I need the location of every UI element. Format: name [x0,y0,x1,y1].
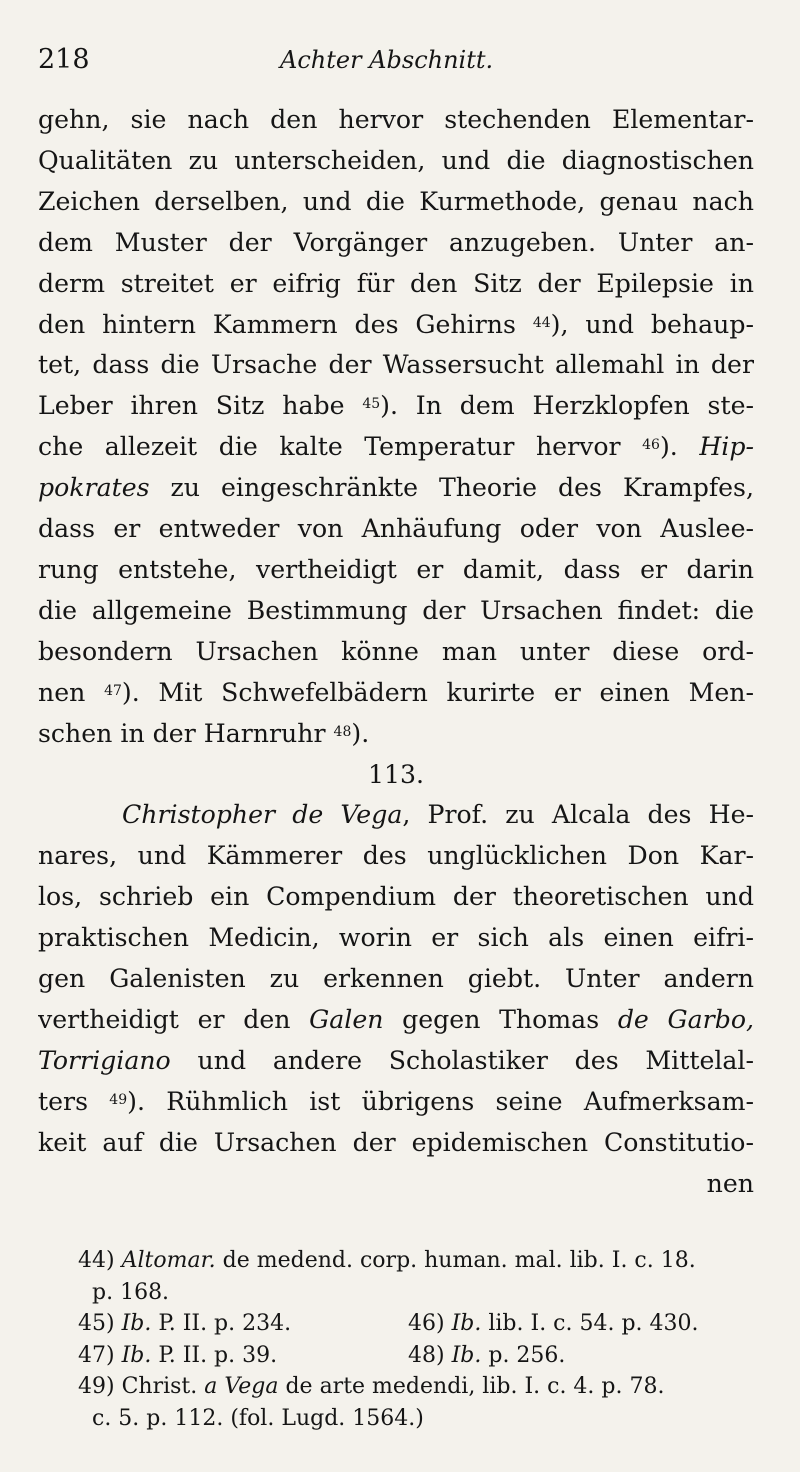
footnote-text: p. 256. [488,1342,566,1368]
footnote-text: de arte medendi, lib. I. c. 4. p. 78. [285,1374,665,1399]
footnote-ref: 48 [333,723,352,740]
footnote-text: Christ. [121,1374,198,1399]
italic-name: a Vega [204,1374,279,1399]
text-line [38,305,754,346]
italic-name: Hip- [699,432,754,462]
text-run: che allezeit die kalte Temperatur hervor [38,432,621,462]
footnote-number: 49) [78,1374,115,1399]
footnote-ref: 47 [104,682,122,699]
text-line [38,795,754,836]
text-line: keit auf die Ursachen der epidemischen Constitutio- [38,1127,754,1157]
text-run: schen in der Harnruhr [38,718,326,748]
text-line: praktischen Medicin, worin er sich als einen eifri- [38,923,754,953]
text-line: die allgemeine Bestimmung der Ursachen findet: die [38,595,754,625]
text-line: derm streitet er eifrig für den Sitz der Epilepsie in [38,268,754,298]
footnote-number: 47) [78,1342,115,1368]
running-head: Achter Abschnitt. [280,46,494,74]
text-run: ). Mit Schwefelbädern kurirte er einen Men- [121,677,754,707]
text-run: ). Rühmlich ist übrigens seine Aufmerksam- [127,1086,754,1116]
footnote-48 [408,1340,565,1372]
text-line [38,673,754,714]
footnotes [78,1245,758,1434]
text-run: den hintern Kammern des Gehirns [38,309,516,339]
footnote-text: P. II. p. 234. [158,1311,292,1336]
italic-name: Ib. [451,1342,482,1368]
text-line: tet, dass die Ursache der Wassersucht allemahl in der [38,350,754,380]
footnote-49 [78,1371,758,1403]
catchword: nen [706,1168,754,1198]
text-line [38,386,754,427]
section-number: 113. [367,759,425,789]
text-run: und andere Scholastiker des Mittelal- [197,1045,754,1075]
text-line [38,1082,754,1123]
text-line: dass er entweder von Anhäufung oder von Auslee- [38,514,754,544]
text-line: gehn, sie nach den hervor stechenden Elementar- [38,105,754,134]
italic-name: de Garbo, [617,1004,754,1034]
italic-name: Ib. [451,1311,482,1336]
footnote-number: 46) [408,1311,445,1336]
italic-name: Torrigiano [38,1045,171,1075]
text-line: gen Galenisten zu erkennen giebt. Unter andern [38,964,754,994]
text-line: rung entstehe, vertheidigt er damit, dass er darin [38,554,754,584]
text-run: Leber ihren Sitz habe [38,391,345,421]
text-line: Qualitäten zu unterscheiden, und die diagnostischen [38,145,754,175]
footnote-number: 48) [408,1342,445,1368]
footnote-text: de medend. corp. human. mal. lib. I. c. 18. [222,1248,696,1273]
text-run: ters [38,1086,88,1116]
footnote-number: 45) [78,1311,115,1336]
text-line: Zeichen derselben, und die Kurmethode, genau nach [38,186,754,216]
text-line: besondern Ursachen könne man unter diese ord- [38,636,754,666]
text-line [38,1000,754,1041]
text-run: gegen Thomas [402,1004,600,1034]
italic-name: pokrates [38,473,150,503]
footnote-46 [408,1308,699,1340]
page-header [38,44,760,84]
footnote-49-continued: c. 5. p. 112. (fol. Lugd. 1564.) [92,1405,424,1431]
footnote-row [78,1340,758,1372]
text-run: vertheidigt er den [38,1004,291,1034]
text-line [38,714,754,755]
footnote-text: lib. I. c. 54. p. 430. [488,1311,699,1336]
italic-name: Altomar. [121,1248,216,1273]
text-run: ). In dem Herzklopfen ste- [380,391,754,421]
text-line: los, schrieb ein Compendium der theoretischen und [38,882,754,912]
footnote-45 [78,1308,408,1340]
text-run: zu eingeschränkte Theorie des Krampfes, [170,473,754,503]
footnote-47 [78,1340,408,1372]
text-line: dem Muster der Vorgänger anzugeben. Unter an- [38,227,754,257]
footnote-ref: 46 [642,437,660,454]
main-text [38,100,754,1204]
footnote-ref: 45 [362,396,381,413]
text-line: nares, und Kämmerer des unglücklichen Don Kar- [38,841,754,871]
footnote-ref: 44 [532,314,551,331]
text-line [38,1041,754,1082]
footnote-number: 44) [78,1248,115,1273]
footnote-44-continued: p. 168. [92,1279,170,1305]
italic-name: Christopher de Vega [122,800,403,830]
text-line [38,468,754,509]
footnote-44 [78,1245,758,1277]
text-run: ). [351,718,370,748]
text-run: ). [659,432,678,462]
italic-name: Ib. [121,1311,152,1336]
italic-name: Galen [309,1004,384,1034]
text-run: nen [38,677,86,707]
footnote-ref: 49 [109,1091,128,1108]
text-line [38,427,754,468]
footnote-text: P. II. p. 39. [158,1342,278,1368]
page-number: 218 [38,44,90,75]
text-run: , Prof. zu Alcala des He- [402,800,754,830]
italic-name: Ib. [121,1342,152,1368]
footnote-row [78,1308,758,1340]
text-run: ), und behaup- [550,309,754,339]
